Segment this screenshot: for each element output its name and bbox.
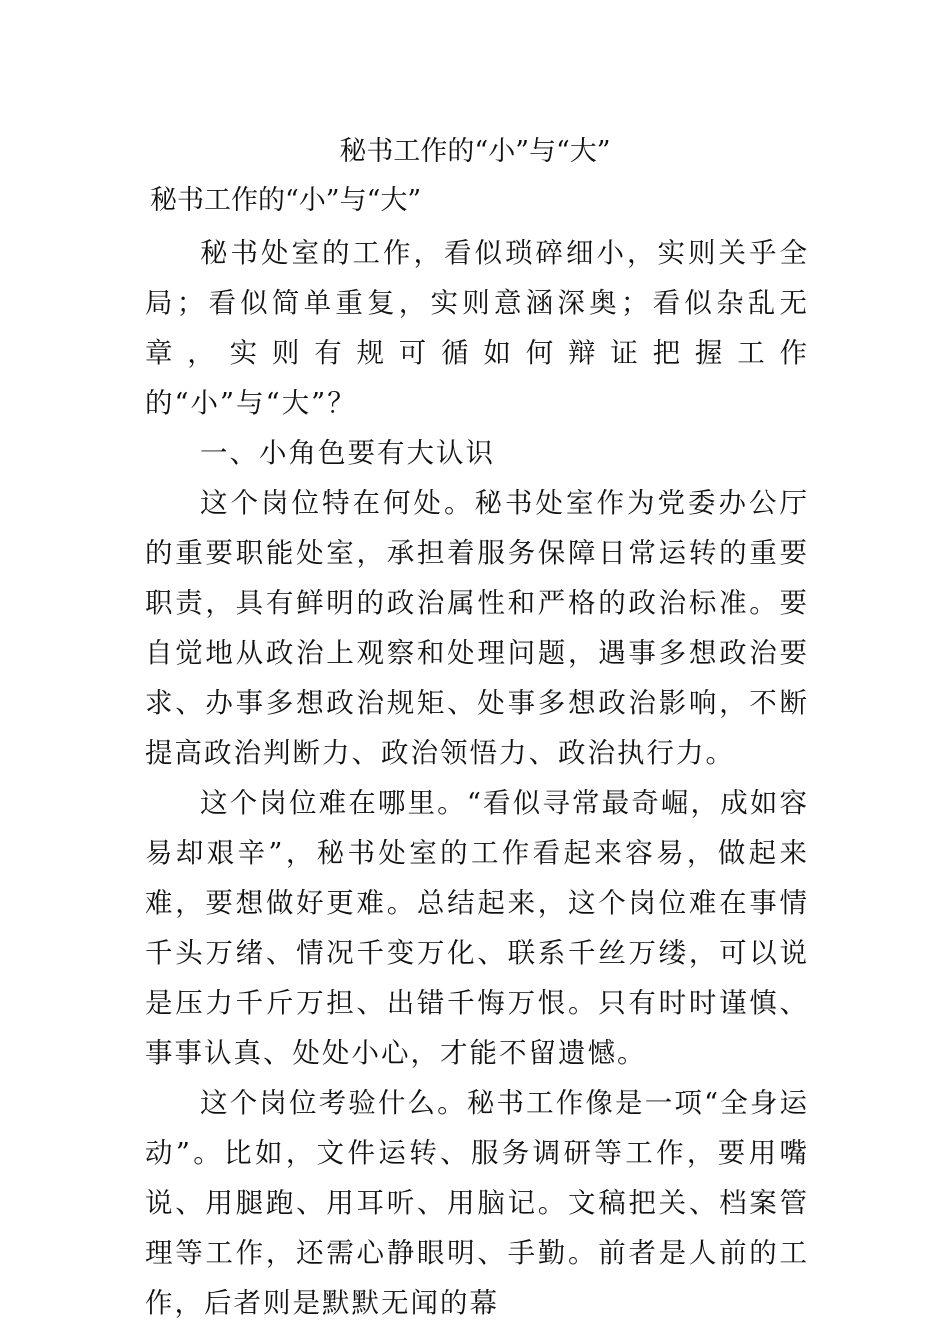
document-title: 秘书工作的“小”与“大” — [339, 136, 611, 167]
paragraph-intro: 秘书处室的工作，看似琐碎细小，实则关乎全局；看似简单重复，实则意涵深奥；看似杂乱无章，实则有规可循如何辩证把握工作的“小”与“大”？ — [145, 237, 809, 419]
paragraph-role-special: 这个岗位特在何处。秘书处室作为党委办公厅的重要职能处室，承担着服务保障日常运转的重要职责，具有鲜明的政治属性和严格的政治标准。要自觉地从政治上观察和处理问题，遇事多想政治要求、办事多想政治规矩、处事多想政治影响，不断提高政治判断力、政治领悟力、政治执行力。 — [145, 487, 809, 769]
paragraph-role-test: 这个岗位考验什么。秘书工作像是一项“全身运动”。比如，文件运转、服务调研等工作，要用嘴说、用腿跑、用耳听、用脑记。文稿把关、档案管理等工作，还需心静眼明、手勤。前者是人前的工作，后者则是默默无闻的幕 — [145, 1087, 809, 1319]
document-subtitle: 秘书工作的“小”与“大” — [150, 185, 422, 216]
section-heading-1: 一、小角色要有大认识 — [200, 437, 495, 469]
document-body — [145, 228, 809, 1328]
paragraph-role-difficulty: 这个岗位难在哪里。“看似寻常最奇崛，成如容易却艰辛”，秘书处室的工作看起来容易，做起来难，要想做好更难。总结起来，这个岗位难在事情千头万绪、情况千变万化、联系千丝万缕，可以说是压力千斤万担、出错千悔万恨。只有时时谨慎、事事认真、处处小心，才能不留遗憾。 — [145, 787, 809, 1069]
